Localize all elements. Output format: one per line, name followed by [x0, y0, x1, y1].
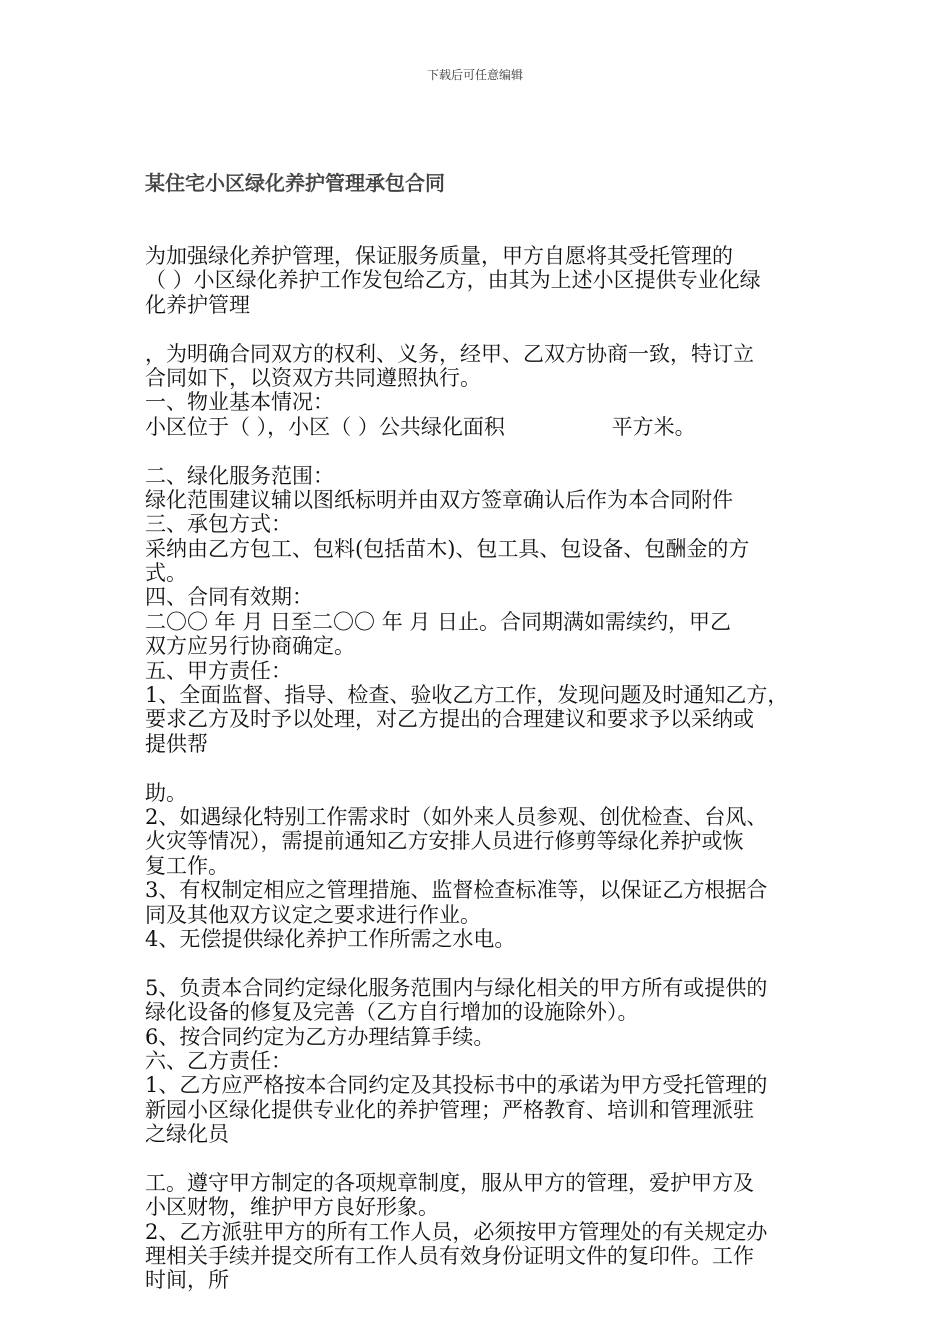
- document-line: 2、如遇绿化特别工作需求时（如外来人员参观、创优检查、台风、: [145, 805, 768, 829]
- document-line: 采纳由乙方包工、包料(包括苗木)、包工具、包设备、包酬金的方: [145, 536, 750, 561]
- document-line: 火灾等情况），需提前通知乙方安排人员进行修剪等绿化养护或恢: [145, 829, 744, 854]
- document-line: 一、物业基本情况：: [145, 390, 334, 415]
- document-line: 四、合同有效期：: [145, 585, 313, 610]
- document-line: 小区财物，维护甲方良好形象。: [145, 1195, 439, 1220]
- document-line: 理相关手续并提交所有工作人员有效身份证明文件的复印件。工作: [145, 1244, 754, 1269]
- blank-line: [145, 317, 825, 341]
- document-line: 合同如下，以资双方共同遵照执行。: [145, 365, 481, 390]
- blank-line: [145, 1146, 825, 1170]
- document-line: 工。遵守甲方制定的各项规章制度，服从甲方的管理，爱护甲方及: [145, 1170, 754, 1195]
- document-line: 助。: [145, 780, 187, 805]
- document-line: 五、甲方责任：: [145, 658, 292, 683]
- document-line: 六、乙方责任：: [145, 1048, 292, 1073]
- document-line: 二、绿化服务范围：: [145, 463, 334, 488]
- document-line: 5、负责本合同约定绿化服务范围内与绿化相关的甲方所有或提供的: [145, 975, 768, 1000]
- blank-line: [145, 951, 825, 975]
- document-line: 绿化范围建议辅以图纸标明并由双方签章确认后作为本合同附件: [145, 487, 733, 512]
- blank-line: [145, 756, 825, 780]
- document-line: 三、承包方式：: [145, 512, 292, 537]
- document-line: ，为明确合同双方的权利、义务，经甲、乙双方协商一致，特订立: [145, 341, 754, 366]
- document-line: 复工作。: [145, 853, 229, 878]
- document-line: 式。: [145, 561, 187, 586]
- document-line: 提供帮: [145, 731, 208, 756]
- document-line: 3、有权制定相应之管理措施、监督检查标准等，以保证乙方根据合: [145, 878, 768, 903]
- document-line: 绿化设备的修复及完善（乙方自行增加的设施除外）。: [145, 1000, 639, 1025]
- document-line: 同及其他双方议定之要求进行作业。: [145, 902, 481, 927]
- document-line: 二〇〇 年 月 日至二〇〇 年 月 日止。合同期满如需续约，甲乙: [145, 609, 732, 634]
- document-title: 某住宅小区绿化养护管理承包合同: [145, 170, 445, 195]
- document-line: （ ）小区绿化养护工作发包给乙方，由其为上述小区提供专业化绿: [145, 268, 761, 293]
- document-line: 新园小区绿化提供专业化的养护管理；严格教育、培训和管理派驻: [145, 1097, 754, 1122]
- document-line: 6、按合同约定为乙方办理结算手续。: [145, 1024, 495, 1049]
- document-line: 1、乙方应严格按本合同约定及其投标书中的承诺为甲方受托管理的: [145, 1073, 768, 1098]
- document-line: 双方应另行协商确定。: [145, 634, 355, 659]
- document-line: 时间，所: [145, 1268, 229, 1293]
- document-lines: [145, 244, 825, 1293]
- document-line: 4、无偿提供绿化养护工作所需之水电。: [145, 926, 516, 951]
- document-line: 要求乙方及时予以处理，对乙方提出的合理建议和要求予以采纳或: [145, 707, 754, 732]
- document-line: 1、全面监督、指导、检查、验收乙方工作，发现问题及时通知乙方，: [145, 683, 789, 708]
- document-line: 为加强绿化养护管理，保证服务质量，甲方自愿将其受托管理的: [145, 244, 733, 269]
- header-note: 下载后可任意编辑: [426, 68, 523, 82]
- document-body: [145, 122, 825, 1317]
- document-line: 化养护管理: [145, 292, 250, 317]
- document-line: 之绿化员: [145, 1122, 229, 1147]
- document-line: 2、乙方派驻甲方的所有工作人员，必须按甲方管理处的有关规定办: [145, 1219, 768, 1244]
- blank-line: [145, 439, 825, 463]
- document-line: 小区位于（ ），小区（ ）公共绿化面积 平方米。: [145, 414, 696, 439]
